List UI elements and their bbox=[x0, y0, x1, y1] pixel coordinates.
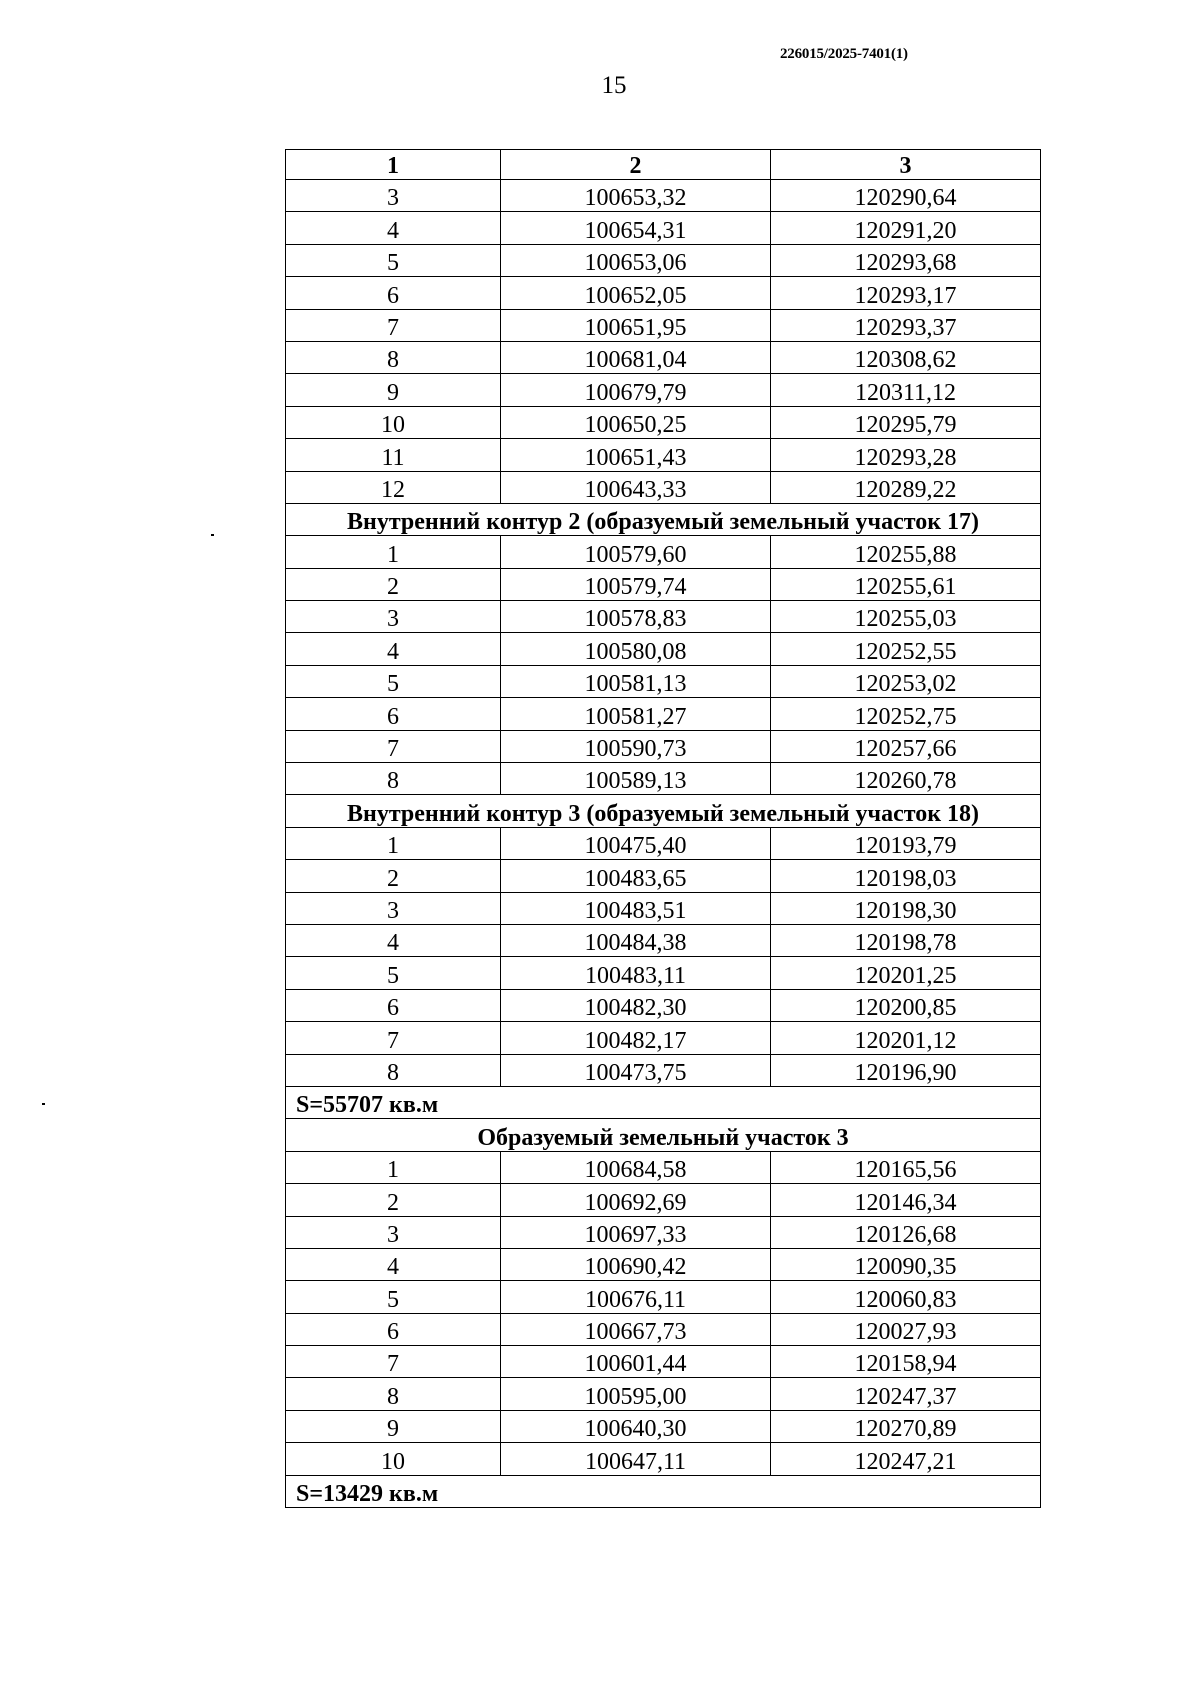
x-coordinate-cell: 100578,83 bbox=[501, 601, 771, 633]
y-coordinate-cell: 120257,66 bbox=[771, 730, 1041, 762]
y-coordinate-cell: 120201,12 bbox=[771, 1022, 1041, 1054]
scan-dot bbox=[42, 1103, 45, 1105]
y-coordinate-cell: 120293,37 bbox=[771, 309, 1041, 341]
y-coordinate-cell: 120270,89 bbox=[771, 1410, 1041, 1442]
point-number-cell: 2 bbox=[286, 568, 501, 600]
y-coordinate-cell: 120201,25 bbox=[771, 957, 1041, 989]
point-number-cell: 7 bbox=[286, 1346, 501, 1378]
y-coordinate-cell: 120308,62 bbox=[771, 341, 1041, 373]
x-coordinate-cell: 100676,11 bbox=[501, 1281, 771, 1313]
point-number-cell: 8 bbox=[286, 341, 501, 373]
area-row bbox=[286, 1475, 1041, 1507]
point-number-cell: 8 bbox=[286, 1054, 501, 1086]
y-coordinate-cell: 120252,55 bbox=[771, 633, 1041, 665]
x-coordinate-cell: 100684,58 bbox=[501, 1151, 771, 1183]
y-coordinate-cell: 120253,02 bbox=[771, 665, 1041, 697]
section-heading: Образуемый земельный участок 3 bbox=[286, 1119, 1041, 1151]
x-coordinate-cell: 100483,11 bbox=[501, 957, 771, 989]
y-coordinate-cell: 120198,03 bbox=[771, 860, 1041, 892]
point-number-cell: 7 bbox=[286, 730, 501, 762]
y-coordinate-cell: 120311,12 bbox=[771, 374, 1041, 406]
point-number-cell: 12 bbox=[286, 471, 501, 503]
y-coordinate-cell: 120293,28 bbox=[771, 439, 1041, 471]
x-coordinate-cell: 100651,95 bbox=[501, 309, 771, 341]
point-number-cell: 2 bbox=[286, 1184, 501, 1216]
table-row bbox=[286, 924, 1041, 956]
table-row bbox=[286, 536, 1041, 568]
table-header-row bbox=[286, 150, 1041, 180]
table-row bbox=[286, 568, 1041, 600]
x-coordinate-cell: 100581,13 bbox=[501, 665, 771, 697]
x-coordinate-cell: 100483,65 bbox=[501, 860, 771, 892]
x-coordinate-cell: 100643,33 bbox=[501, 471, 771, 503]
x-coordinate-cell: 100590,73 bbox=[501, 730, 771, 762]
column-header: 2 bbox=[501, 150, 771, 180]
table-row bbox=[286, 730, 1041, 762]
table-row bbox=[286, 860, 1041, 892]
point-number-cell: 4 bbox=[286, 633, 501, 665]
point-number-cell: 5 bbox=[286, 244, 501, 276]
table-row bbox=[286, 406, 1041, 438]
point-number-cell: 8 bbox=[286, 1378, 501, 1410]
y-coordinate-cell: 120291,20 bbox=[771, 212, 1041, 244]
point-number-cell: 10 bbox=[286, 406, 501, 438]
section-heading-row bbox=[286, 795, 1041, 827]
x-coordinate-cell: 100650,25 bbox=[501, 406, 771, 438]
column-header: 3 bbox=[771, 150, 1041, 180]
table-row bbox=[286, 1022, 1041, 1054]
column-header: 1 bbox=[286, 150, 501, 180]
y-coordinate-cell: 120158,94 bbox=[771, 1346, 1041, 1378]
table-row bbox=[286, 957, 1041, 989]
y-coordinate-cell: 120293,17 bbox=[771, 277, 1041, 309]
point-number-cell: 9 bbox=[286, 1410, 501, 1442]
y-coordinate-cell: 120293,68 bbox=[771, 244, 1041, 276]
point-number-cell: 3 bbox=[286, 1216, 501, 1248]
section-heading: Внутренний контур 3 (образуемый земельный участок 18) bbox=[286, 795, 1041, 827]
table-row bbox=[286, 212, 1041, 244]
point-number-cell: 6 bbox=[286, 989, 501, 1021]
x-coordinate-cell: 100580,08 bbox=[501, 633, 771, 665]
y-coordinate-cell: 120252,75 bbox=[771, 698, 1041, 730]
y-coordinate-cell: 120247,21 bbox=[771, 1443, 1041, 1475]
x-coordinate-cell: 100690,42 bbox=[501, 1248, 771, 1280]
x-coordinate-cell: 100697,33 bbox=[501, 1216, 771, 1248]
x-coordinate-cell: 100679,79 bbox=[501, 374, 771, 406]
table-row bbox=[286, 827, 1041, 859]
y-coordinate-cell: 120289,22 bbox=[771, 471, 1041, 503]
point-number-cell: 8 bbox=[286, 763, 501, 795]
table-row bbox=[286, 1281, 1041, 1313]
y-coordinate-cell: 120255,03 bbox=[771, 601, 1041, 633]
area-value: S=55707 кв.м bbox=[286, 1086, 1041, 1118]
section-heading: Внутренний контур 2 (образуемый земельный участок 17) bbox=[286, 503, 1041, 535]
y-coordinate-cell: 120165,56 bbox=[771, 1151, 1041, 1183]
point-number-cell: 10 bbox=[286, 1443, 501, 1475]
point-number-cell: 6 bbox=[286, 698, 501, 730]
x-coordinate-cell: 100484,38 bbox=[501, 924, 771, 956]
x-coordinate-cell: 100692,69 bbox=[501, 1184, 771, 1216]
table-row bbox=[286, 1410, 1041, 1442]
x-coordinate-cell: 100640,30 bbox=[501, 1410, 771, 1442]
y-coordinate-cell: 120196,90 bbox=[771, 1054, 1041, 1086]
table-row bbox=[286, 698, 1041, 730]
x-coordinate-cell: 100653,06 bbox=[501, 244, 771, 276]
area-row bbox=[286, 1086, 1041, 1118]
table-row bbox=[286, 892, 1041, 924]
table-row bbox=[286, 1054, 1041, 1086]
x-coordinate-cell: 100601,44 bbox=[501, 1346, 771, 1378]
x-coordinate-cell: 100579,60 bbox=[501, 536, 771, 568]
x-coordinate-cell: 100651,43 bbox=[501, 439, 771, 471]
table-row bbox=[286, 989, 1041, 1021]
x-coordinate-cell: 100579,74 bbox=[501, 568, 771, 600]
point-number-cell: 2 bbox=[286, 860, 501, 892]
table-row bbox=[286, 309, 1041, 341]
y-coordinate-cell: 120146,34 bbox=[771, 1184, 1041, 1216]
x-coordinate-cell: 100589,13 bbox=[501, 763, 771, 795]
table-row bbox=[286, 633, 1041, 665]
y-coordinate-cell: 120200,85 bbox=[771, 989, 1041, 1021]
y-coordinate-cell: 120255,61 bbox=[771, 568, 1041, 600]
table-row bbox=[286, 180, 1041, 212]
y-coordinate-cell: 120198,30 bbox=[771, 892, 1041, 924]
table-row bbox=[286, 1248, 1041, 1280]
point-number-cell: 1 bbox=[286, 1151, 501, 1183]
x-coordinate-cell: 100473,75 bbox=[501, 1054, 771, 1086]
point-number-cell: 3 bbox=[286, 892, 501, 924]
point-number-cell: 5 bbox=[286, 957, 501, 989]
table-row bbox=[286, 277, 1041, 309]
table-row bbox=[286, 439, 1041, 471]
x-coordinate-cell: 100667,73 bbox=[501, 1313, 771, 1345]
x-coordinate-cell: 100581,27 bbox=[501, 698, 771, 730]
section-heading-row bbox=[286, 1119, 1041, 1151]
table-row bbox=[286, 1378, 1041, 1410]
y-coordinate-cell: 120193,79 bbox=[771, 827, 1041, 859]
y-coordinate-cell: 120260,78 bbox=[771, 763, 1041, 795]
point-number-cell: 11 bbox=[286, 439, 501, 471]
x-coordinate-cell: 100483,51 bbox=[501, 892, 771, 924]
x-coordinate-cell: 100653,32 bbox=[501, 180, 771, 212]
point-number-cell: 1 bbox=[286, 536, 501, 568]
section-heading-row bbox=[286, 503, 1041, 535]
point-number-cell: 6 bbox=[286, 277, 501, 309]
x-coordinate-cell: 100475,40 bbox=[501, 827, 771, 859]
y-coordinate-cell: 120060,83 bbox=[771, 1281, 1041, 1313]
y-coordinate-cell: 120090,35 bbox=[771, 1248, 1041, 1280]
table-row bbox=[286, 1313, 1041, 1345]
point-number-cell: 1 bbox=[286, 827, 501, 859]
table-body bbox=[286, 180, 1041, 1508]
table-row bbox=[286, 1346, 1041, 1378]
y-coordinate-cell: 120247,37 bbox=[771, 1378, 1041, 1410]
point-number-cell: 4 bbox=[286, 924, 501, 956]
x-coordinate-cell: 100482,30 bbox=[501, 989, 771, 1021]
point-number-cell: 6 bbox=[286, 1313, 501, 1345]
y-coordinate-cell: 120027,93 bbox=[771, 1313, 1041, 1345]
scan-dot bbox=[211, 534, 214, 536]
table-row bbox=[286, 763, 1041, 795]
point-number-cell: 4 bbox=[286, 1248, 501, 1280]
coordinates-table bbox=[285, 149, 1041, 1508]
y-coordinate-cell: 120295,79 bbox=[771, 406, 1041, 438]
point-number-cell: 5 bbox=[286, 1281, 501, 1313]
table-row bbox=[286, 471, 1041, 503]
table-row bbox=[286, 1184, 1041, 1216]
y-coordinate-cell: 120126,68 bbox=[771, 1216, 1041, 1248]
point-number-cell: 5 bbox=[286, 665, 501, 697]
point-number-cell: 7 bbox=[286, 309, 501, 341]
table-row bbox=[286, 665, 1041, 697]
point-number-cell: 7 bbox=[286, 1022, 501, 1054]
x-coordinate-cell: 100595,00 bbox=[501, 1378, 771, 1410]
x-coordinate-cell: 100647,11 bbox=[501, 1443, 771, 1475]
point-number-cell: 9 bbox=[286, 374, 501, 406]
point-number-cell: 3 bbox=[286, 180, 501, 212]
y-coordinate-cell: 120290,64 bbox=[771, 180, 1041, 212]
point-number-cell: 3 bbox=[286, 601, 501, 633]
table-row bbox=[286, 1151, 1041, 1183]
table-row bbox=[286, 1216, 1041, 1248]
page-number: 15 bbox=[601, 72, 627, 99]
y-coordinate-cell: 120198,78 bbox=[771, 924, 1041, 956]
table-row bbox=[286, 601, 1041, 633]
point-number-cell: 4 bbox=[286, 212, 501, 244]
doc-reference: 226015/2025-7401(1) bbox=[780, 46, 908, 62]
x-coordinate-cell: 100654,31 bbox=[501, 212, 771, 244]
x-coordinate-cell: 100652,05 bbox=[501, 277, 771, 309]
area-value: S=13429 кв.м bbox=[286, 1475, 1041, 1507]
table-row bbox=[286, 1443, 1041, 1475]
table-row bbox=[286, 244, 1041, 276]
table-row bbox=[286, 341, 1041, 373]
table-row bbox=[286, 374, 1041, 406]
x-coordinate-cell: 100482,17 bbox=[501, 1022, 771, 1054]
x-coordinate-cell: 100681,04 bbox=[501, 341, 771, 373]
y-coordinate-cell: 120255,88 bbox=[771, 536, 1041, 568]
